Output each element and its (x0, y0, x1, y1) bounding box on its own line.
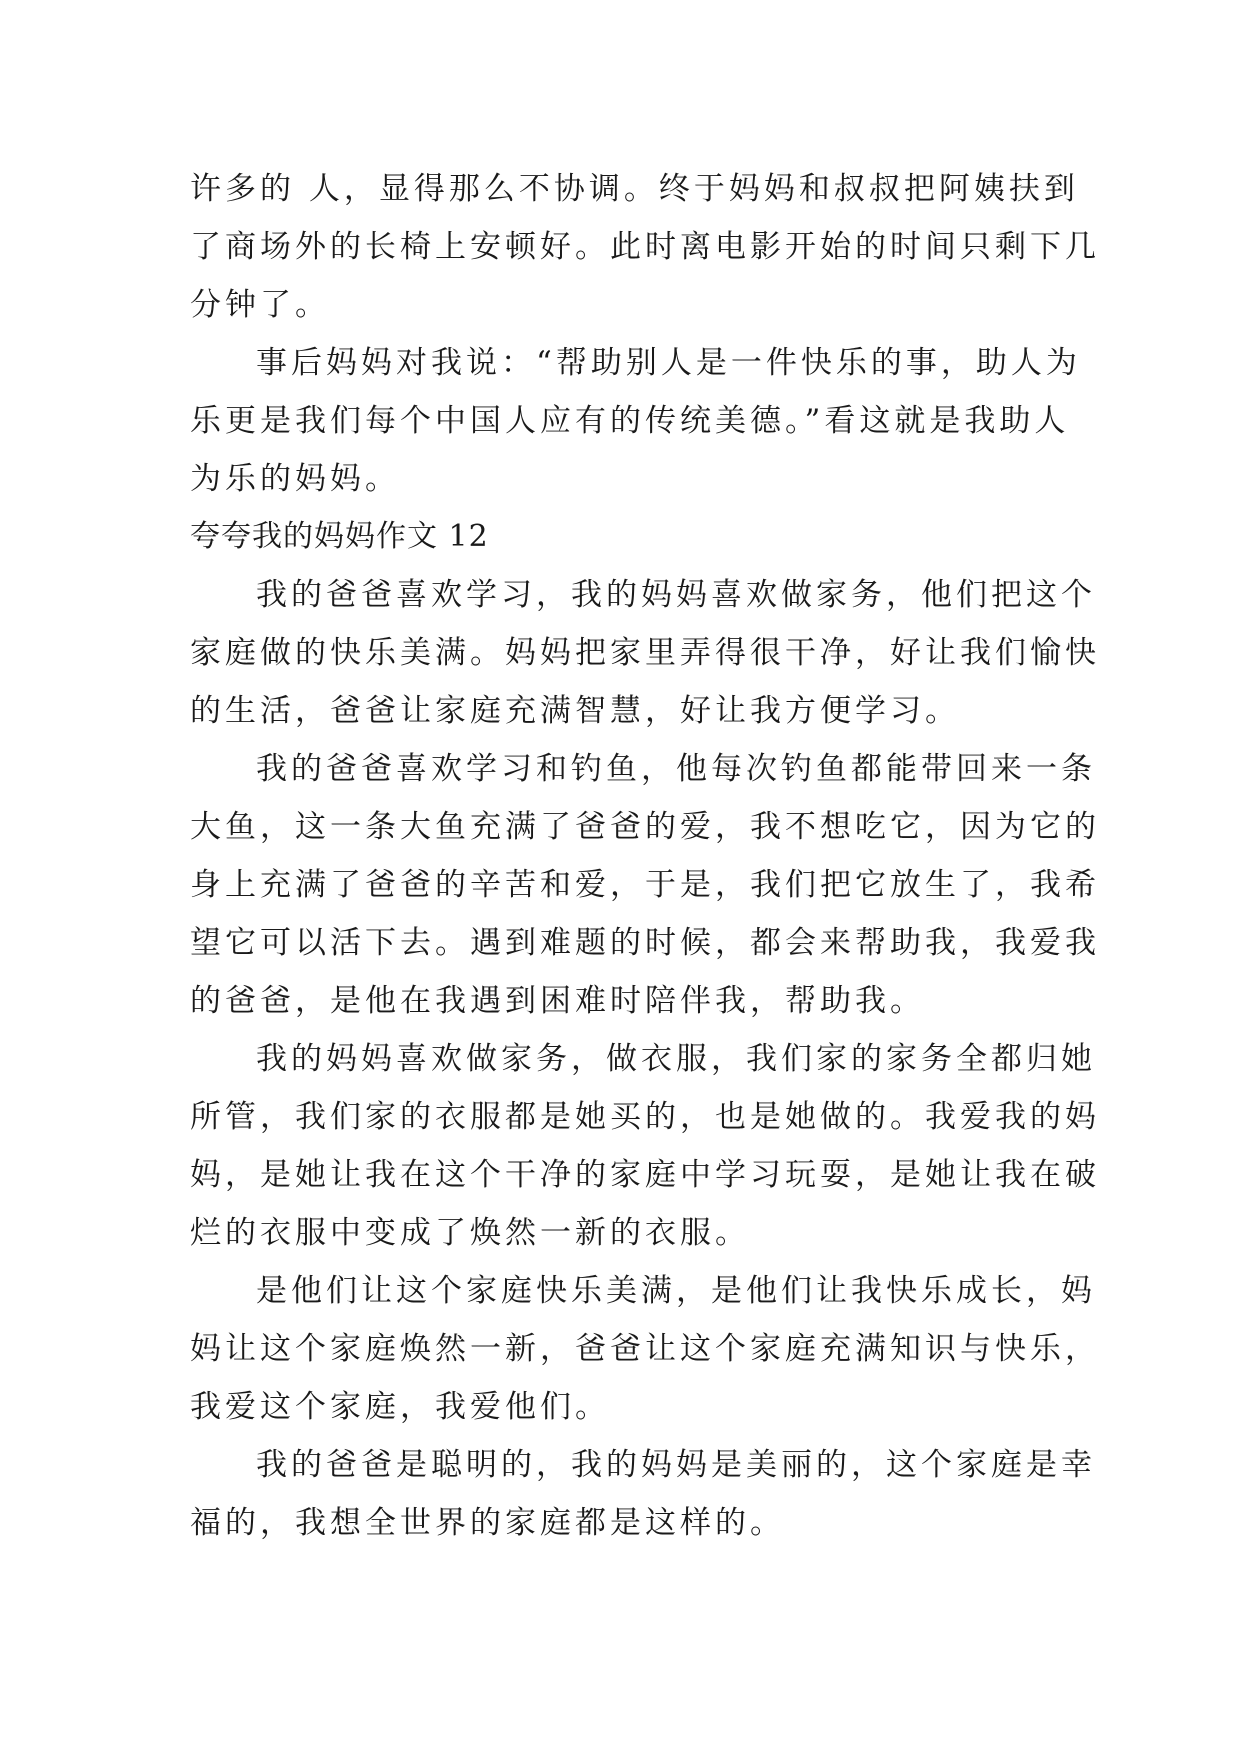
text-line: 妈让这个家庭焕然一新，爸爸让这个家庭充满知识与快乐， (190, 1331, 1100, 1367)
text-line: 我爱这个家庭，我爱他们。 (190, 1389, 610, 1425)
text-line: 分钟了。 (190, 287, 330, 323)
text-line: 我的爸爸喜欢学习和钓鱼，他每次钓鱼都能带回来一条 (256, 751, 1096, 787)
text-line: 烂的衣服中变成了焕然一新的衣服。 (190, 1215, 750, 1251)
text-line: 我的爸爸是聪明的，我的妈妈是美丽的，这个家庭是幸 (256, 1447, 1096, 1483)
text-line: 望它可以活下去。遇到难题的时候，都会来帮助我，我爱我 (190, 925, 1100, 961)
text-line: 大鱼，这一条大鱼充满了爸爸的爱，我不想吃它，因为它的 (190, 809, 1100, 845)
text-line: 许多的 人，显得那么不协调。终于妈妈和叔叔把阿姨扶到 (190, 171, 1079, 207)
document-page (190, 160, 1100, 1552)
text-line: 我的爸爸喜欢学习，我的妈妈喜欢做家务，他们把这个 (256, 577, 1096, 613)
text-line: 的生活，爸爸让家庭充满智慧，好让我方便学习。 (190, 693, 960, 729)
text-line: 所管，我们家的衣服都是她买的，也是她做的。我爱我的妈 (190, 1099, 1100, 1135)
text-line: 了商场外的长椅上安顿好。此时离电影开始的时间只剩下几 (190, 229, 1100, 265)
text-line: 我的妈妈喜欢做家务，做衣服，我们家的家务全都归她 (256, 1041, 1096, 1077)
text-line: 家庭做的快乐美满。妈妈把家里弄得很干净，好让我们愉快 (190, 635, 1100, 671)
text-line: 是他们让这个家庭快乐美满，是他们让我快乐成长，妈 (256, 1273, 1096, 1309)
text-line: 身上充满了爸爸的辛苦和爱，于是，我们把它放生了，我希 (190, 867, 1100, 903)
section-title: 夸夸我的妈妈作文 12 (190, 519, 489, 554)
text-line: 福的，我想全世界的家庭都是这样的。 (190, 1505, 785, 1541)
text-line: 为乐的妈妈。 (190, 461, 400, 497)
text-line: 乐更是我们每个中国人应有的传统美德。”看这就是我助人 (190, 403, 1070, 439)
text-line: 的爸爸，是他在我遇到困难时陪伴我，帮助我。 (190, 983, 925, 1019)
text-line: 妈，是她让我在这个干净的家庭中学习玩耍，是她让我在破 (190, 1157, 1100, 1193)
text-line: 事后妈妈对我说：“帮助别人是一件快乐的事，助人为 (256, 345, 1081, 381)
